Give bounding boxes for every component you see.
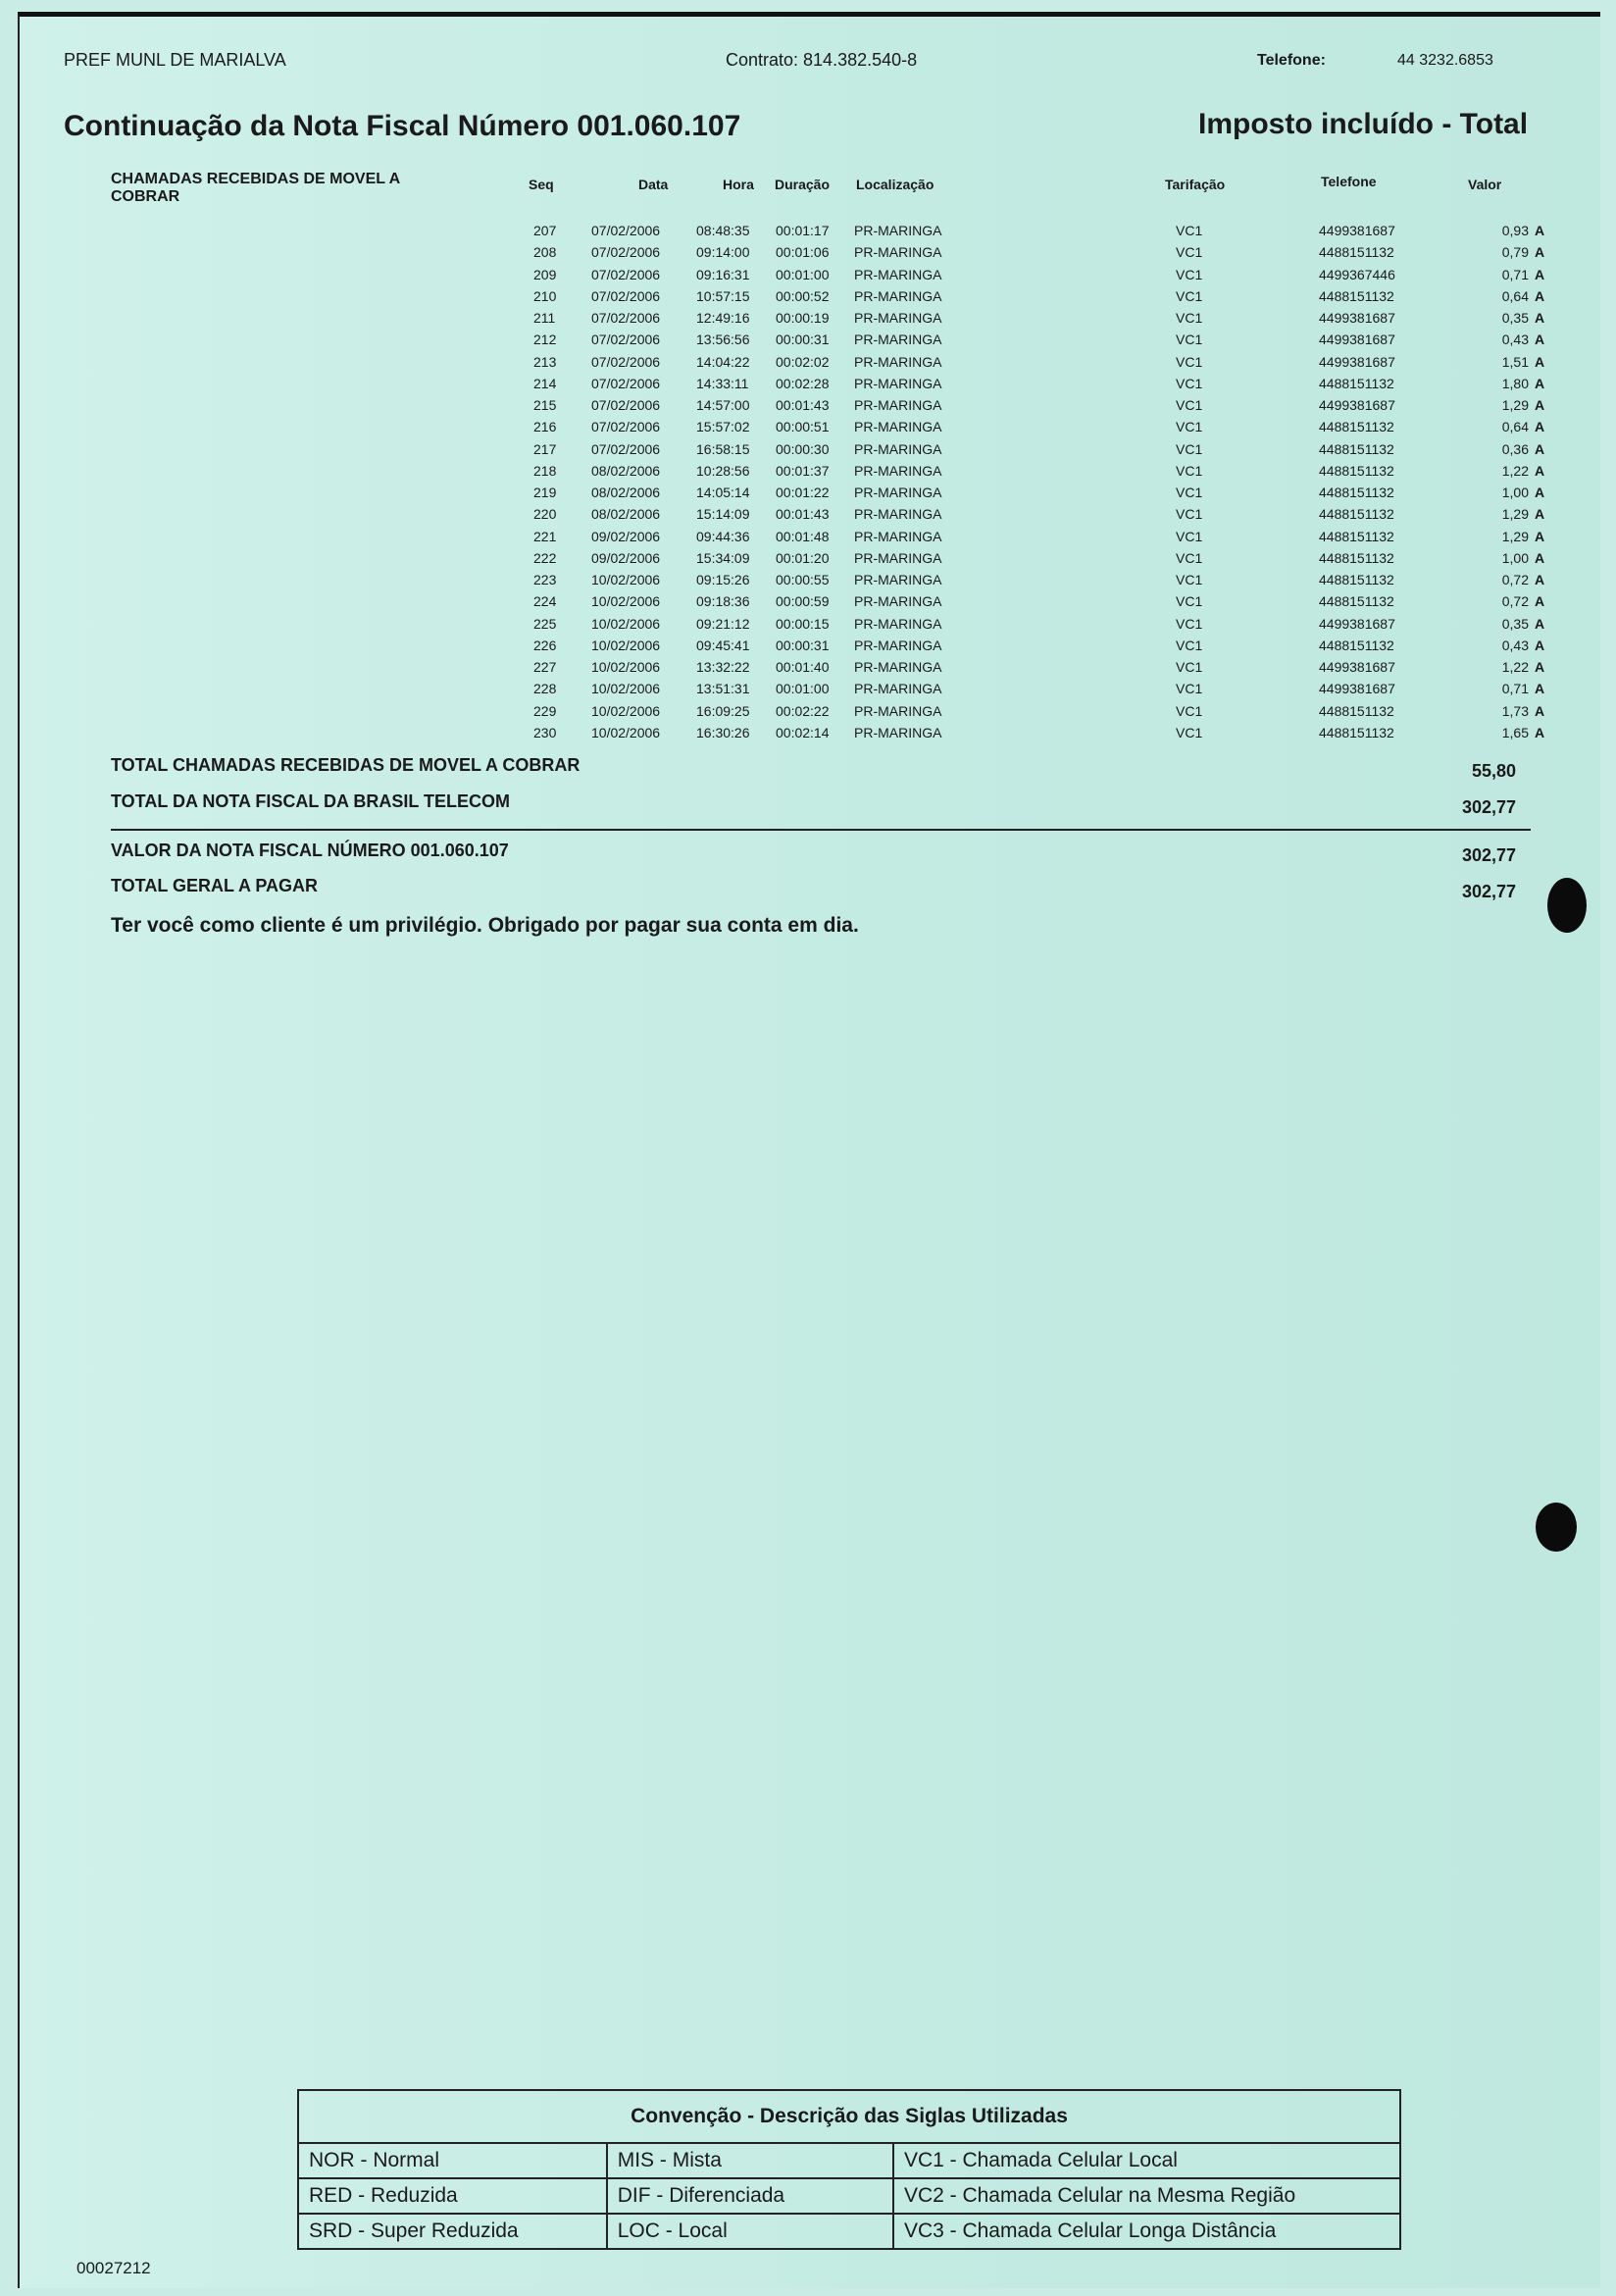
table-row xyxy=(20,506,1600,528)
table-row xyxy=(20,638,1600,659)
cell-seq: 217 xyxy=(533,440,557,457)
cell-telefone: 4499381687 xyxy=(1319,223,1395,238)
cell-telefone: 4499381687 xyxy=(1319,332,1395,348)
legend-cell: RED - Reduzida xyxy=(298,2178,607,2214)
cell-flag: A xyxy=(1535,266,1545,282)
doc-code: 00027212 xyxy=(76,2259,151,2277)
cell-flag: A xyxy=(1535,593,1545,610)
cell-localizacao: PR-MARINGA xyxy=(854,440,942,457)
cell-tarifacao: VC1 xyxy=(1176,462,1203,479)
cell-duracao: 00:01:06 xyxy=(776,244,830,261)
cell-telefone: 4488151132 xyxy=(1319,637,1394,653)
cell-tarifacao: VC1 xyxy=(1176,572,1203,587)
cell-duracao: 00:00:15 xyxy=(776,615,830,632)
cell-localizacao: PR-MARINGA xyxy=(854,287,942,304)
legend-cell: VC2 - Chamada Celular na Mesma Região xyxy=(893,2178,1400,2214)
tax-note: Imposto incluído - Total xyxy=(1198,108,1529,140)
phone-label: Telefone: xyxy=(1257,52,1326,69)
cell-data: 09/02/2006 xyxy=(591,528,661,544)
cell-duracao: 00:01:00 xyxy=(776,266,830,282)
thanks-message: Ter você como cliente é um privilégio. Obrigado por pagar sua conta em dia. xyxy=(111,914,859,937)
col-hora: Hora xyxy=(723,177,754,192)
cell-flag: A xyxy=(1535,244,1545,261)
cell-flag: A xyxy=(1535,702,1545,719)
cell-duracao: 00:00:59 xyxy=(776,593,830,610)
cell-seq: 218 xyxy=(533,462,557,479)
cell-data: 07/02/2006 xyxy=(591,266,661,282)
cell-localizacao: PR-MARINGA xyxy=(854,485,942,500)
client-name: PREF MUNL DE MARIALVA xyxy=(64,50,286,70)
cell-data: 08/02/2006 xyxy=(591,485,661,500)
table-row xyxy=(20,485,1600,506)
table-row xyxy=(20,463,1600,485)
invoice-page xyxy=(18,12,1600,2288)
cell-flag: A xyxy=(1535,419,1545,435)
cell-tarifacao: VC1 xyxy=(1176,397,1203,413)
cell-seq: 220 xyxy=(533,506,557,523)
table-row xyxy=(20,419,1600,440)
cell-localizacao: PR-MARINGA xyxy=(854,375,942,391)
cell-valor: 1,51 xyxy=(1501,353,1529,370)
section-total-label: TOTAL CHAMADAS RECEBIDAS DE MOVEL A COBRAR xyxy=(111,755,581,775)
cell-localizacao: PR-MARINGA xyxy=(854,659,942,675)
cell-telefone: 4499381687 xyxy=(1319,681,1395,697)
cell-duracao: 00:01:40 xyxy=(776,659,830,675)
cell-telefone: 4488151132 xyxy=(1319,462,1394,479)
cell-localizacao: PR-MARINGA xyxy=(854,244,942,261)
cell-valor: 1,80 xyxy=(1501,375,1529,391)
cell-flag: A xyxy=(1535,375,1545,391)
cell-tarifacao: VC1 xyxy=(1176,223,1203,238)
cell-seq: 212 xyxy=(533,332,557,348)
cell-valor: 0,35 xyxy=(1501,615,1529,632)
cell-tarifacao: VC1 xyxy=(1176,637,1203,653)
cell-seq: 219 xyxy=(533,485,557,500)
table-row xyxy=(20,376,1600,397)
cell-duracao: 00:00:55 xyxy=(776,572,830,587)
cell-valor: 1,29 xyxy=(1501,506,1529,523)
legend-table xyxy=(297,2089,1401,2250)
cell-duracao: 00:01:43 xyxy=(776,506,830,523)
cell-data: 07/02/2006 xyxy=(591,310,661,326)
table-row xyxy=(20,593,1600,615)
legend-cell: MIS - Mista xyxy=(607,2143,893,2178)
cell-flag: A xyxy=(1535,681,1545,697)
table-row xyxy=(20,223,1600,244)
table-row xyxy=(20,354,1600,376)
cell-telefone: 4488151132 xyxy=(1319,572,1394,587)
cell-duracao: 00:01:43 xyxy=(776,397,830,413)
cell-seq: 228 xyxy=(533,681,557,697)
cell-tarifacao: VC1 xyxy=(1176,419,1203,435)
cell-telefone: 4488151132 xyxy=(1319,485,1394,500)
cell-flag: A xyxy=(1535,637,1545,653)
cell-seq: 210 xyxy=(533,287,557,304)
cell-tarifacao: VC1 xyxy=(1176,244,1203,261)
cell-telefone: 4488151132 xyxy=(1319,419,1394,435)
cell-tarifacao: VC1 xyxy=(1176,659,1203,675)
cell-valor: 0,64 xyxy=(1501,287,1529,304)
cell-tarifacao: VC1 xyxy=(1176,702,1203,719)
table-row xyxy=(20,267,1600,288)
cell-valor: 1,29 xyxy=(1501,397,1529,413)
cell-seq: 222 xyxy=(533,549,557,566)
cell-tarifacao: VC1 xyxy=(1176,528,1203,544)
cell-seq: 227 xyxy=(533,659,557,675)
cell-localizacao: PR-MARINGA xyxy=(854,593,942,610)
cell-flag: A xyxy=(1535,615,1545,632)
cell-flag: A xyxy=(1535,485,1545,500)
cell-telefone: 4488151132 xyxy=(1319,593,1394,610)
table-row xyxy=(20,397,1600,419)
cell-valor: 1,22 xyxy=(1501,659,1529,675)
cell-duracao: 00:01:37 xyxy=(776,462,830,479)
cell-hora: 09:16:31 xyxy=(696,266,750,282)
legend-title: Convenção - Descrição das Siglas Utilizadas xyxy=(298,2090,1400,2143)
legend-cell: VC1 - Chamada Celular Local xyxy=(893,2143,1400,2178)
cell-hora: 13:32:22 xyxy=(696,659,750,675)
cell-valor: 0,71 xyxy=(1501,681,1529,697)
cell-telefone: 4488151132 xyxy=(1319,375,1394,391)
cell-localizacao: PR-MARINGA xyxy=(854,549,942,566)
cell-telefone: 4488151132 xyxy=(1319,287,1394,304)
legend-cell: NOR - Normal xyxy=(298,2143,607,2178)
cell-seq: 214 xyxy=(533,375,557,391)
cell-flag: A xyxy=(1535,528,1545,544)
cell-telefone: 4488151132 xyxy=(1319,528,1394,544)
section-title xyxy=(111,171,400,206)
cell-hora: 14:57:00 xyxy=(696,397,750,413)
cell-flag: A xyxy=(1535,223,1545,238)
col-seq: Seq xyxy=(529,177,554,192)
cell-data: 07/02/2006 xyxy=(591,375,661,391)
cell-valor: 0,71 xyxy=(1501,266,1529,282)
cell-seq: 223 xyxy=(533,572,557,587)
grand-total-value: 302,77 xyxy=(1462,882,1517,901)
cell-hora: 10:28:56 xyxy=(696,462,750,479)
cell-hora: 14:04:22 xyxy=(696,353,750,370)
cell-data: 07/02/2006 xyxy=(591,419,661,435)
cell-tarifacao: VC1 xyxy=(1176,681,1203,697)
cell-tarifacao: VC1 xyxy=(1176,724,1203,740)
cell-hora: 15:14:09 xyxy=(696,506,750,523)
cell-data: 07/02/2006 xyxy=(591,223,661,238)
cell-valor: 1,00 xyxy=(1501,485,1529,500)
cell-tarifacao: VC1 xyxy=(1176,287,1203,304)
cell-seq: 209 xyxy=(533,266,557,282)
cell-duracao: 00:02:22 xyxy=(776,702,830,719)
cell-data: 10/02/2006 xyxy=(591,724,661,740)
cell-telefone: 4499367446 xyxy=(1319,266,1395,282)
cell-telefone: 4488151132 xyxy=(1319,440,1394,457)
cell-data: 08/02/2006 xyxy=(591,506,661,523)
cell-hora: 16:09:25 xyxy=(696,702,750,719)
cell-seq: 208 xyxy=(533,244,557,261)
cell-duracao: 00:02:14 xyxy=(776,724,830,740)
phone-value: 44 3232.6853 xyxy=(1397,52,1493,69)
col-valor: Valor xyxy=(1468,177,1502,192)
cell-valor: 0,93 xyxy=(1501,223,1529,238)
cell-hora: 12:49:16 xyxy=(696,310,750,326)
cell-seq: 215 xyxy=(533,397,557,413)
cell-flag: A xyxy=(1535,440,1545,457)
cell-data: 07/02/2006 xyxy=(591,397,661,413)
punch-hole xyxy=(1547,878,1587,933)
cell-valor: 0,79 xyxy=(1501,244,1529,261)
cell-duracao: 00:01:22 xyxy=(776,485,830,500)
table-row xyxy=(20,310,1600,332)
cell-valor: 1,29 xyxy=(1501,528,1529,544)
punch-hole xyxy=(1536,1503,1577,1552)
cell-valor: 1,22 xyxy=(1501,462,1529,479)
cell-seq: 225 xyxy=(533,615,557,632)
cell-localizacao: PR-MARINGA xyxy=(854,223,942,238)
cell-hora: 16:58:15 xyxy=(696,440,750,457)
divider xyxy=(111,829,1531,831)
cell-valor: 1,65 xyxy=(1501,724,1529,740)
cell-hora: 14:05:14 xyxy=(696,485,750,500)
cell-hora: 09:45:41 xyxy=(696,637,750,653)
cell-flag: A xyxy=(1535,506,1545,523)
nf-value: 302,77 xyxy=(1462,845,1517,865)
table-row xyxy=(20,332,1600,353)
cell-hora: 09:14:00 xyxy=(696,244,750,261)
cell-hora: 08:48:35 xyxy=(696,223,750,238)
cell-data: 07/02/2006 xyxy=(591,440,661,457)
cell-localizacao: PR-MARINGA xyxy=(854,724,942,740)
table-row xyxy=(20,550,1600,572)
cell-flag: A xyxy=(1535,332,1545,348)
col-tarifacao: Tarifação xyxy=(1165,177,1226,192)
cell-telefone: 4499381687 xyxy=(1319,353,1395,370)
cell-telefone: 4499381687 xyxy=(1319,615,1395,632)
cell-tarifacao: VC1 xyxy=(1176,266,1203,282)
table-row xyxy=(20,616,1600,638)
cell-data: 10/02/2006 xyxy=(591,615,661,632)
cell-duracao: 00:00:31 xyxy=(776,637,830,653)
cell-data: 07/02/2006 xyxy=(591,353,661,370)
cell-hora: 13:56:56 xyxy=(696,332,750,348)
cell-duracao: 00:00:52 xyxy=(776,287,830,304)
cell-localizacao: PR-MARINGA xyxy=(854,572,942,587)
col-data: Data xyxy=(638,177,669,192)
col-localizacao: Localização xyxy=(856,177,934,192)
cell-data: 10/02/2006 xyxy=(591,659,661,675)
cell-tarifacao: VC1 xyxy=(1176,332,1203,348)
cell-duracao: 00:00:51 xyxy=(776,419,830,435)
cell-seq: 221 xyxy=(533,528,557,544)
cell-data: 10/02/2006 xyxy=(591,637,661,653)
cell-tarifacao: VC1 xyxy=(1176,593,1203,610)
cell-flag: A xyxy=(1535,724,1545,740)
cell-valor: 0,36 xyxy=(1501,440,1529,457)
cell-flag: A xyxy=(1535,287,1545,304)
cell-hora: 16:30:26 xyxy=(696,724,750,740)
col-duracao: Duração xyxy=(775,177,831,192)
cell-hora: 10:57:15 xyxy=(696,287,750,304)
cell-data: 10/02/2006 xyxy=(591,572,661,587)
table-row xyxy=(20,441,1600,463)
cell-localizacao: PR-MARINGA xyxy=(854,681,942,697)
cell-hora: 09:18:36 xyxy=(696,593,750,610)
cell-valor: 0,43 xyxy=(1501,637,1529,653)
cell-tarifacao: VC1 xyxy=(1176,506,1203,523)
cell-valor: 0,72 xyxy=(1501,593,1529,610)
cell-duracao: 00:00:30 xyxy=(776,440,830,457)
cell-flag: A xyxy=(1535,397,1545,413)
table-row xyxy=(20,725,1600,746)
cell-flag: A xyxy=(1535,310,1545,326)
cell-seq: 230 xyxy=(533,724,557,740)
table-row xyxy=(20,288,1600,310)
cell-tarifacao: VC1 xyxy=(1176,375,1203,391)
cell-data: 07/02/2006 xyxy=(591,287,661,304)
legend-cell: SRD - Super Reduzida xyxy=(298,2214,607,2249)
cell-localizacao: PR-MARINGA xyxy=(854,702,942,719)
cell-telefone: 4488151132 xyxy=(1319,724,1394,740)
table-row xyxy=(20,681,1600,702)
col-telefone: Telefone xyxy=(1321,174,1377,189)
grand-total-label: TOTAL GERAL A PAGAR xyxy=(111,876,319,895)
cell-duracao: 00:02:28 xyxy=(776,375,830,391)
contract-number: Contrato: 814.382.540-8 xyxy=(726,50,918,70)
cell-hora: 13:51:31 xyxy=(696,681,750,697)
cell-hora: 15:34:09 xyxy=(696,549,750,566)
cell-valor: 0,35 xyxy=(1501,310,1529,326)
cell-localizacao: PR-MARINGA xyxy=(854,419,942,435)
cell-hora: 09:15:26 xyxy=(696,572,750,587)
cell-seq: 229 xyxy=(533,702,557,719)
cell-telefone: 4499381687 xyxy=(1319,310,1395,326)
invoice-total-label: TOTAL DA NOTA FISCAL DA BRASIL TELECOM xyxy=(111,791,510,811)
cell-flag: A xyxy=(1535,659,1545,675)
cell-tarifacao: VC1 xyxy=(1176,310,1203,326)
section-title-line1: CHAMADAS RECEBIDAS DE MOVEL A xyxy=(111,171,401,187)
table-row xyxy=(20,529,1600,550)
cell-telefone: 4488151132 xyxy=(1319,702,1394,719)
cell-data: 10/02/2006 xyxy=(591,593,661,610)
cell-tarifacao: VC1 xyxy=(1176,485,1203,500)
cell-telefone: 4499381687 xyxy=(1319,397,1395,413)
cell-valor: 1,73 xyxy=(1501,702,1529,719)
cell-localizacao: PR-MARINGA xyxy=(854,615,942,632)
table-row xyxy=(20,244,1600,266)
section-total-value: 55,80 xyxy=(1472,761,1517,781)
page-title: Continuação da Nota Fiscal Número 001.060.107 xyxy=(64,110,741,142)
cell-data: 07/02/2006 xyxy=(591,244,661,261)
cell-valor: 0,64 xyxy=(1501,419,1529,435)
cell-duracao: 00:01:48 xyxy=(776,528,830,544)
cell-localizacao: PR-MARINGA xyxy=(854,266,942,282)
cell-hora: 09:21:12 xyxy=(696,615,750,632)
cell-hora: 15:57:02 xyxy=(696,419,750,435)
cell-localizacao: PR-MARINGA xyxy=(854,310,942,326)
cell-localizacao: PR-MARINGA xyxy=(854,353,942,370)
nf-value-label: VALOR DA NOTA FISCAL NÚMERO 001.060.107 xyxy=(111,841,509,860)
cell-telefone: 4488151132 xyxy=(1319,244,1394,261)
cell-duracao: 00:02:02 xyxy=(776,353,830,370)
cell-hora: 14:33:11 xyxy=(696,375,749,391)
cell-data: 07/02/2006 xyxy=(591,332,661,348)
cell-tarifacao: VC1 xyxy=(1176,615,1203,632)
cell-localizacao: PR-MARINGA xyxy=(854,528,942,544)
cell-duracao: 00:01:00 xyxy=(776,681,830,697)
cell-flag: A xyxy=(1535,353,1545,370)
cell-seq: 213 xyxy=(533,353,557,370)
cell-tarifacao: VC1 xyxy=(1176,549,1203,566)
cell-telefone: 4488151132 xyxy=(1319,506,1394,523)
cell-telefone: 4488151132 xyxy=(1319,549,1394,566)
cell-localizacao: PR-MARINGA xyxy=(854,506,942,523)
cell-duracao: 00:01:20 xyxy=(776,549,830,566)
cell-valor: 0,72 xyxy=(1501,572,1529,587)
cell-flag: A xyxy=(1535,549,1545,566)
table-row xyxy=(20,703,1600,725)
cell-data: 10/02/2006 xyxy=(591,702,661,719)
cell-seq: 211 xyxy=(533,310,556,326)
cell-localizacao: PR-MARINGA xyxy=(854,332,942,348)
section-title-line2: COBRAR xyxy=(111,188,180,205)
cell-telefone: 4499381687 xyxy=(1319,659,1395,675)
cell-seq: 224 xyxy=(533,593,557,610)
cell-localizacao: PR-MARINGA xyxy=(854,637,942,653)
invoice-total-value: 302,77 xyxy=(1462,797,1517,817)
cell-data: 08/02/2006 xyxy=(591,462,661,479)
legend-cell: DIF - Diferenciada xyxy=(607,2178,893,2214)
cell-valor: 0,43 xyxy=(1501,332,1529,348)
cell-duracao: 00:00:31 xyxy=(776,332,830,348)
cell-localizacao: PR-MARINGA xyxy=(854,462,942,479)
cell-tarifacao: VC1 xyxy=(1176,440,1203,457)
cell-seq: 216 xyxy=(533,419,557,435)
cell-tarifacao: VC1 xyxy=(1176,353,1203,370)
cell-data: 09/02/2006 xyxy=(591,549,661,566)
cell-flag: A xyxy=(1535,462,1545,479)
legend-cell: LOC - Local xyxy=(607,2214,893,2249)
table-row xyxy=(20,659,1600,681)
cell-duracao: 00:00:19 xyxy=(776,310,830,326)
legend-cell: VC3 - Chamada Celular Longa Distância xyxy=(893,2214,1400,2249)
cell-localizacao: PR-MARINGA xyxy=(854,397,942,413)
cell-data: 10/02/2006 xyxy=(591,681,661,697)
cell-duracao: 00:01:17 xyxy=(776,223,830,238)
cell-seq: 226 xyxy=(533,637,557,653)
cell-hora: 09:44:36 xyxy=(696,528,750,544)
cell-valor: 1,00 xyxy=(1501,549,1529,566)
table-row xyxy=(20,572,1600,593)
cell-flag: A xyxy=(1535,572,1545,587)
cell-seq: 207 xyxy=(533,223,557,238)
